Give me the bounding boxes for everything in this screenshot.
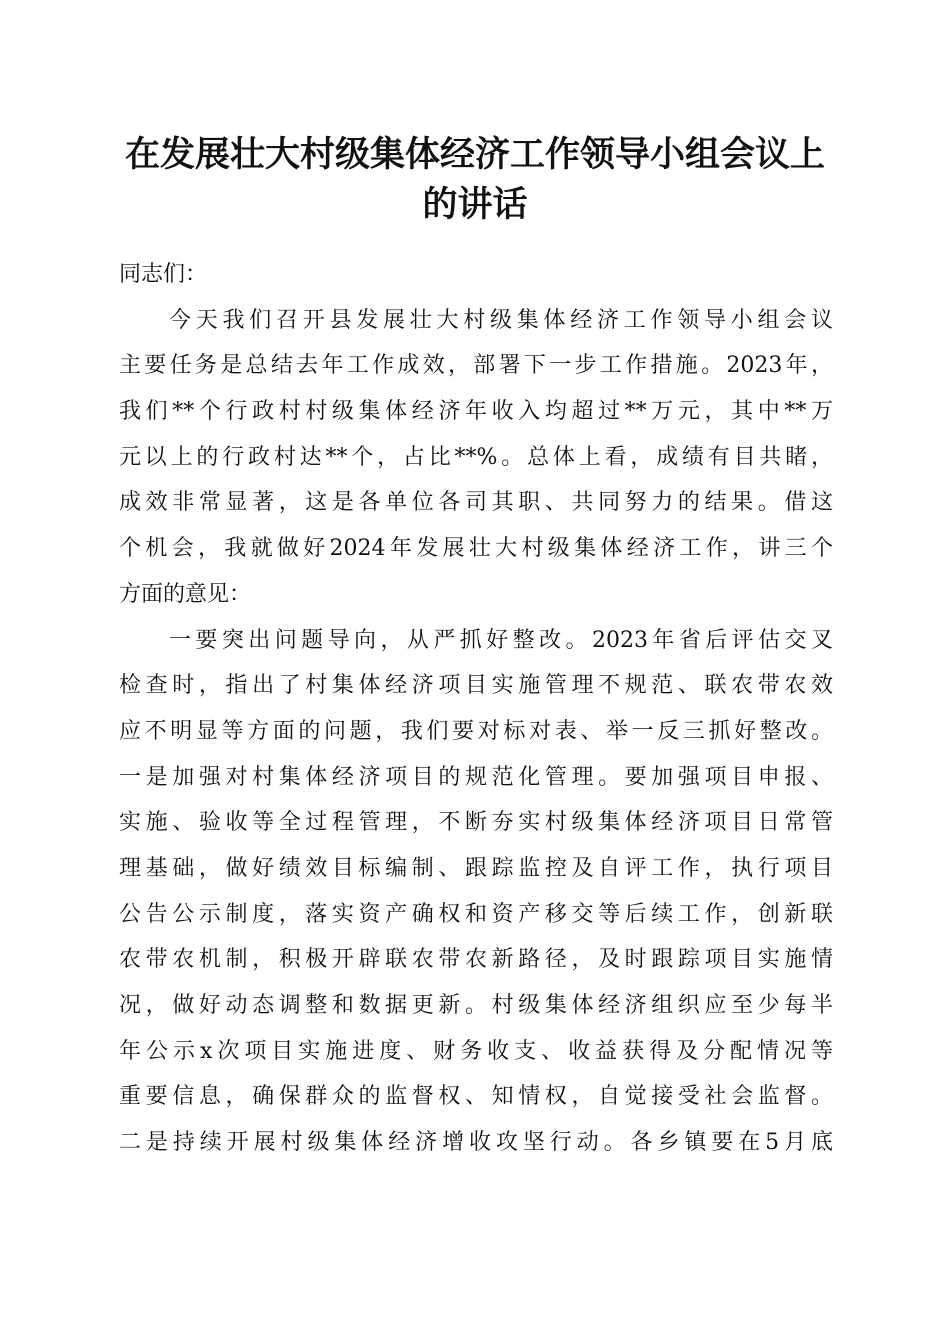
body-line: 元以上的行政村达**个，占比**%。总体上看，成绩有目共睹， xyxy=(119,444,833,470)
title-line-1: 在发展壮大村级集体经济工作领导小组会议上 xyxy=(124,134,825,175)
body-line: 公告公示制度，落实资产确权和资产移交等后续工作，创新联 xyxy=(119,901,833,927)
body-line: 实施、验收等全过程管理，不断夯实村级集体经济项目日常管 xyxy=(119,810,833,836)
title-line-2: 的讲话 xyxy=(422,184,528,225)
body-line: 主要任务是总结去年工作成效，部署下一步工作措施。2023年， xyxy=(119,353,833,379)
body-line: 二是持续开展村级集体经济增收攻坚行动。各乡镇要在5月底 xyxy=(119,1130,833,1156)
body-line: 农带农机制，积极开辟联农带农新路径，及时跟踪项目实施情 xyxy=(119,947,833,973)
body-line: 今天我们召开县发展壮大村级集体经济工作领导小组会议 xyxy=(169,307,833,333)
body-line: 检查时，指出了村集体经济项目实施管理不规范、联农带农效 xyxy=(119,673,833,699)
document-title xyxy=(110,130,840,230)
body-line: 我们**个行政村村级集体经济年收入均超过**万元，其中**万 xyxy=(119,399,833,425)
body-line: 况，做好动态调整和数据更新。村级集体经济组织应至少每半 xyxy=(119,993,833,1018)
document-body xyxy=(119,252,833,1166)
body-line: 个机会，我就做好2024年发展壮大村级集体经济工作，讲三个 xyxy=(119,536,833,562)
body-line: 应不明显等方面的问题，我们要对标对表、举一反三抓好整改。 xyxy=(119,718,833,744)
body-line: 一是加强对村集体经济项目的规范化管理。要加强项目申报、 xyxy=(119,764,833,790)
body-line: 成效非常显著，这是各单位各司其职、共同努力的结果。借这 xyxy=(119,490,833,516)
body-line: 一要突出问题导向，从严抓好整改。2023年省后评估交叉 xyxy=(169,627,833,653)
body-line: 重要信息，确保群众的监督权、知情权，自觉接受社会监督。 xyxy=(119,1084,833,1110)
body-line: 年公示x次项目实施进度、财务收支、收益获得及分配情况等 xyxy=(119,1038,833,1064)
body-line: 方面的意见： xyxy=(119,581,252,607)
body-line: 理基础，做好绩效目标编制、跟踪监控及自评工作，执行项目 xyxy=(119,855,833,881)
salutation: 同志们： xyxy=(119,262,208,287)
